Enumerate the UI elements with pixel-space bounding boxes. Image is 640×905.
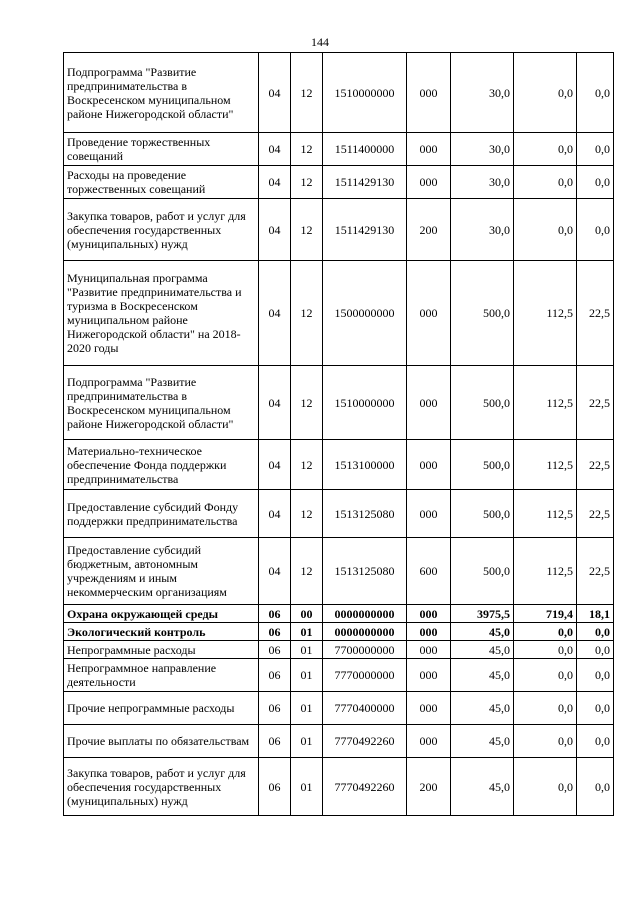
- subsection-code-cell: 00: [291, 605, 323, 623]
- expense-type-cell: 000: [407, 659, 451, 692]
- plan-amount-cell: 45,0: [451, 725, 514, 758]
- subsection-code-cell: 01: [291, 725, 323, 758]
- table-body: [64, 53, 614, 816]
- section-code-cell: 06: [259, 725, 291, 758]
- name-cell: Непрограммные расходы: [64, 641, 259, 659]
- percent-cell: 0,0: [577, 659, 614, 692]
- plan-amount-cell: 30,0: [451, 166, 514, 199]
- percent-cell: 0,0: [577, 166, 614, 199]
- expense-type-cell: 000: [407, 261, 451, 366]
- target-article-cell: 1510000000: [323, 366, 407, 440]
- target-article-cell: 1513125080: [323, 538, 407, 605]
- plan-amount-cell: 500,0: [451, 366, 514, 440]
- target-article-cell: 1511400000: [323, 133, 407, 166]
- target-article-cell: 1511429130: [323, 166, 407, 199]
- percent-cell: 22,5: [577, 440, 614, 490]
- section-code-cell: 04: [259, 133, 291, 166]
- name-cell: Непрограммное направление деятельности: [64, 659, 259, 692]
- plan-amount-cell: 45,0: [451, 659, 514, 692]
- table-row: [64, 261, 614, 366]
- actual-amount-cell: 0,0: [514, 53, 577, 133]
- target-article-cell: 7770492260: [323, 758, 407, 816]
- actual-amount-cell: 112,5: [514, 490, 577, 538]
- section-code-cell: 04: [259, 440, 291, 490]
- table-row: [64, 133, 614, 166]
- percent-cell: 0,0: [577, 199, 614, 261]
- section-code-cell: 04: [259, 53, 291, 133]
- percent-cell: 0,0: [577, 133, 614, 166]
- plan-amount-cell: 30,0: [451, 53, 514, 133]
- percent-cell: 0,0: [577, 758, 614, 816]
- expense-type-cell: 000: [407, 641, 451, 659]
- table-row: [64, 53, 614, 133]
- subsection-code-cell: 12: [291, 261, 323, 366]
- percent-cell: 22,5: [577, 261, 614, 366]
- table-row: [64, 758, 614, 816]
- actual-amount-cell: 112,5: [514, 440, 577, 490]
- subsection-code-cell: 12: [291, 538, 323, 605]
- actual-amount-cell: 0,0: [514, 725, 577, 758]
- actual-amount-cell: 0,0: [514, 641, 577, 659]
- subsection-code-cell: 12: [291, 53, 323, 133]
- table-row: [64, 692, 614, 725]
- expense-type-cell: 000: [407, 692, 451, 725]
- name-cell: Экологический контроль: [64, 623, 259, 641]
- subsection-code-cell: 12: [291, 133, 323, 166]
- plan-amount-cell: 30,0: [451, 133, 514, 166]
- plan-amount-cell: 45,0: [451, 692, 514, 725]
- target-article-cell: 1511429130: [323, 199, 407, 261]
- plan-amount-cell: 500,0: [451, 490, 514, 538]
- percent-cell: 18,1: [577, 605, 614, 623]
- name-cell: Расходы на проведение торжественных совещаний: [64, 166, 259, 199]
- expense-type-cell: 000: [407, 490, 451, 538]
- expense-type-cell: 000: [407, 623, 451, 641]
- table-row: [64, 166, 614, 199]
- name-cell: Подпрограмма "Развитие предпринимательства в Воскресенском муниципальном районе Нижегородской области": [64, 53, 259, 133]
- table-row: [64, 199, 614, 261]
- page-number: 144: [311, 35, 329, 49]
- section-code-cell: 04: [259, 199, 291, 261]
- subsection-code-cell: 01: [291, 692, 323, 725]
- expense-type-cell: 200: [407, 758, 451, 816]
- subsection-code-cell: 12: [291, 199, 323, 261]
- target-article-cell: 7770492260: [323, 725, 407, 758]
- subsection-code-cell: 12: [291, 490, 323, 538]
- subsection-code-cell: 12: [291, 366, 323, 440]
- target-article-cell: 7770000000: [323, 659, 407, 692]
- table-row: [64, 659, 614, 692]
- target-article-cell: 1513100000: [323, 440, 407, 490]
- name-cell: Проведение торжественных совещаний: [64, 133, 259, 166]
- section-code-cell: 04: [259, 490, 291, 538]
- expense-type-cell: 600: [407, 538, 451, 605]
- percent-cell: 0,0: [577, 53, 614, 133]
- percent-cell: 0,0: [577, 623, 614, 641]
- plan-amount-cell: 500,0: [451, 261, 514, 366]
- actual-amount-cell: 0,0: [514, 623, 577, 641]
- target-article-cell: 1500000000: [323, 261, 407, 366]
- subsection-code-cell: 12: [291, 166, 323, 199]
- target-article-cell: 7700000000: [323, 641, 407, 659]
- name-cell: Закупка товаров, работ и услуг для обеспечения государственных (муниципальных) нужд: [64, 758, 259, 816]
- table-row: [64, 725, 614, 758]
- subsection-code-cell: 01: [291, 758, 323, 816]
- table-row: [64, 538, 614, 605]
- expense-type-cell: 000: [407, 166, 451, 199]
- section-code-cell: 06: [259, 641, 291, 659]
- target-article-cell: 0000000000: [323, 623, 407, 641]
- expense-type-cell: 000: [407, 53, 451, 133]
- percent-cell: 0,0: [577, 641, 614, 659]
- plan-amount-cell: 3975,5: [451, 605, 514, 623]
- actual-amount-cell: 112,5: [514, 538, 577, 605]
- subsection-code-cell: 01: [291, 641, 323, 659]
- actual-amount-cell: 112,5: [514, 261, 577, 366]
- actual-amount-cell: 0,0: [514, 659, 577, 692]
- section-code-cell: 04: [259, 261, 291, 366]
- plan-amount-cell: 500,0: [451, 440, 514, 490]
- actual-amount-cell: 0,0: [514, 199, 577, 261]
- actual-amount-cell: 112,5: [514, 366, 577, 440]
- actual-amount-cell: 719,4: [514, 605, 577, 623]
- percent-cell: 22,5: [577, 366, 614, 440]
- section-code-cell: 06: [259, 605, 291, 623]
- table-row: [64, 605, 614, 623]
- section-code-cell: 04: [259, 166, 291, 199]
- section-code-cell: 04: [259, 366, 291, 440]
- table-row: [64, 440, 614, 490]
- target-article-cell: 1510000000: [323, 53, 407, 133]
- expense-type-cell: 000: [407, 133, 451, 166]
- table-row: [64, 490, 614, 538]
- subsection-code-cell: 01: [291, 659, 323, 692]
- expense-type-cell: 200: [407, 199, 451, 261]
- section-code-cell: 04: [259, 538, 291, 605]
- actual-amount-cell: 0,0: [514, 133, 577, 166]
- subsection-code-cell: 01: [291, 623, 323, 641]
- budget-table: [63, 52, 614, 816]
- name-cell: Подпрограмма "Развитие предпринимательства в Воскресенском муниципальном районе Нижегородской области": [64, 366, 259, 440]
- section-code-cell: 06: [259, 692, 291, 725]
- name-cell: Прочие выплаты по обязательствам: [64, 725, 259, 758]
- name-cell: Закупка товаров, работ и услуг для обеспечения государственных (муниципальных) нужд: [64, 199, 259, 261]
- section-code-cell: 06: [259, 758, 291, 816]
- percent-cell: 22,5: [577, 538, 614, 605]
- plan-amount-cell: 45,0: [451, 623, 514, 641]
- plan-amount-cell: 500,0: [451, 538, 514, 605]
- subsection-code-cell: 12: [291, 440, 323, 490]
- target-article-cell: 1513125080: [323, 490, 407, 538]
- expense-type-cell: 000: [407, 366, 451, 440]
- section-code-cell: 06: [259, 623, 291, 641]
- actual-amount-cell: 0,0: [514, 758, 577, 816]
- target-article-cell: 7770400000: [323, 692, 407, 725]
- section-code-cell: 06: [259, 659, 291, 692]
- plan-amount-cell: 45,0: [451, 641, 514, 659]
- actual-amount-cell: 0,0: [514, 166, 577, 199]
- name-cell: Предоставление субсидий бюджетным, автономным учреждениям и иным некоммерческим организациям: [64, 538, 259, 605]
- percent-cell: 0,0: [577, 725, 614, 758]
- percent-cell: 0,0: [577, 692, 614, 725]
- plan-amount-cell: 45,0: [451, 758, 514, 816]
- name-cell: Прочие непрограммные расходы: [64, 692, 259, 725]
- table-row: [64, 366, 614, 440]
- actual-amount-cell: 0,0: [514, 692, 577, 725]
- table-row: [64, 623, 614, 641]
- expense-type-cell: 000: [407, 605, 451, 623]
- expense-type-cell: 000: [407, 725, 451, 758]
- name-cell: Муниципальная программа "Развитие предпринимательства и туризма в Воскресенском муниципальном районе Нижегородской области" на 2018-2020 годы: [64, 261, 259, 366]
- table-row: [64, 641, 614, 659]
- percent-cell: 22,5: [577, 490, 614, 538]
- name-cell: Предоставление субсидий Фонду поддержки предпринимательства: [64, 490, 259, 538]
- name-cell: Охрана окружающей среды: [64, 605, 259, 623]
- name-cell: Материально-техническое обеспечение Фонда поддержки предпринимательства: [64, 440, 259, 490]
- target-article-cell: 0000000000: [323, 605, 407, 623]
- plan-amount-cell: 30,0: [451, 199, 514, 261]
- expense-type-cell: 000: [407, 440, 451, 490]
